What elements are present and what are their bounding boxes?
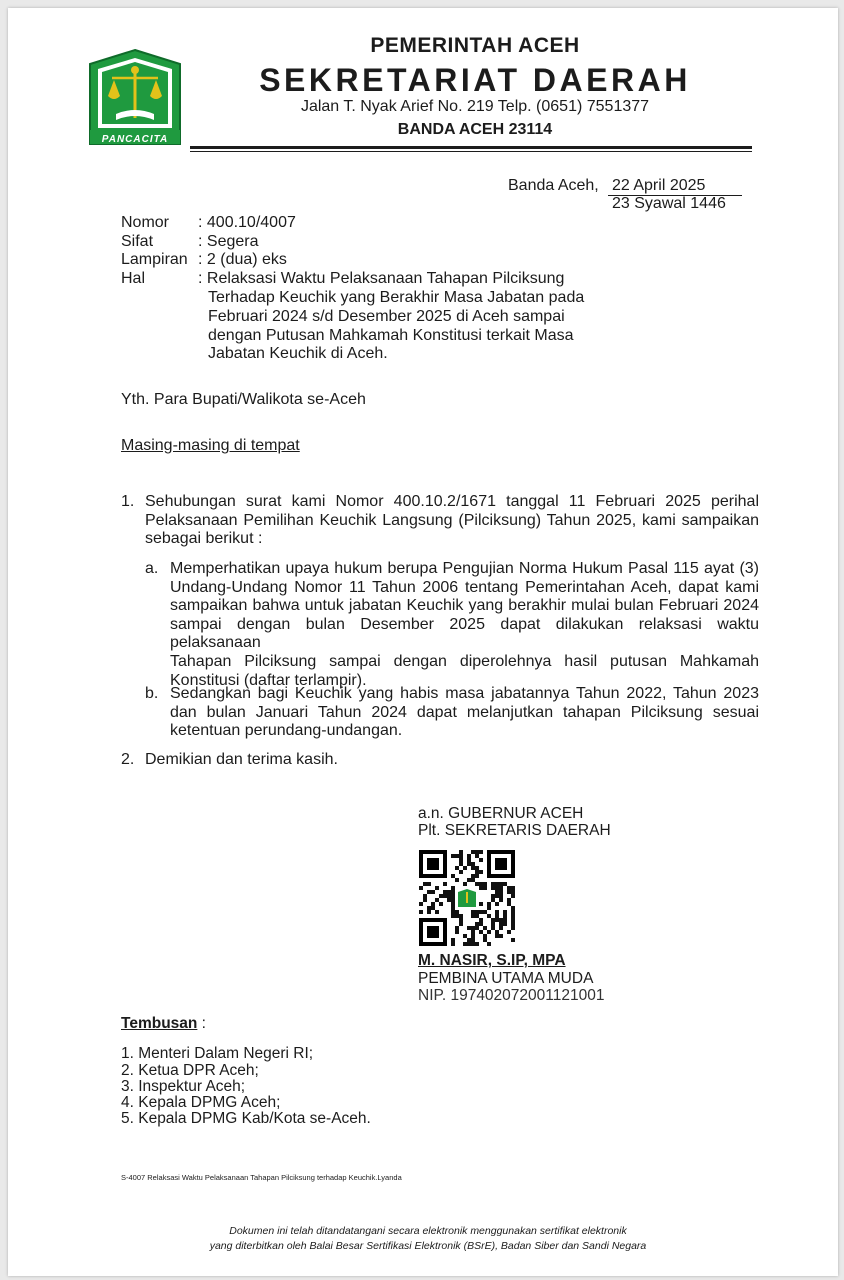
point-1-text [145, 493, 759, 549]
footer-line1: Dokumen ini telah ditandatangani secara elektronik menggunakan sertifikat elektronik [229, 1225, 627, 1237]
footer-line2: yang diterbitkan oleh Balai Besar Sertifikasi Elektronik (BSrE), Badan Siber dan Sandi Negara [209, 1240, 647, 1252]
qr-code-icon[interactable] [419, 850, 515, 946]
body-line: sampai dengan bulan Desember 2025 dapat dilakukan relaksasi waktu pelaksanaan [170, 615, 759, 652]
date-hijri: 23 Syawal 1446 [612, 195, 726, 212]
body-line: ketentuan perundang-undangan. [170, 722, 403, 740]
recipient: Yth. Para Bupati/Walikota se-Aceh [121, 391, 366, 408]
meta-value-sifat: : Segera [198, 233, 259, 250]
signer-name: M. NASIR, S.IP, MPA [418, 952, 566, 969]
file-reference: S-4007 Relaksasi Waktu Pelaksanaan Tahapan Pilciksung terhadap Keuchik.Lyanda [121, 1173, 402, 1182]
logo-label: PANCACITA [101, 134, 169, 145]
subpoint-label: a. [145, 560, 159, 577]
tembusan-item: 3. Inspektur Aceh; [121, 1078, 246, 1095]
date-gregorian: 22 April 2025 [608, 177, 742, 196]
body-line: Sedangkan bagi Keuchik yang habis masa jabatannya Tahun 2022, Tahun 2023 [170, 685, 759, 702]
body-line: Pelaksanaan Pemilihan Keuchik Langsung (Pilciksung) Tahun 2025, kami sampaikan [145, 511, 759, 529]
letterhead-line1: PEMERINTAH ACEH [370, 34, 580, 57]
tembusan-item: 2. Ketua DPR Aceh; [121, 1062, 259, 1079]
meta-label-sifat: Sifat [121, 233, 154, 250]
letterhead-line2: SEKRETARIAT DAERAH [259, 62, 691, 98]
body-line: Undang-Undang Nomor 11 Tahun 2006 tentang Pemerintahan Aceh, dapat kami [170, 578, 759, 596]
tembusan-item: 4. Kepala DPMG Aceh; [121, 1094, 281, 1111]
subject-line: Terhadap Keuchik yang Berakhir Masa Jabatan pada [208, 289, 585, 306]
tembusan-item: 5. Kepala DPMG Kab/Kota se-Aceh. [121, 1110, 371, 1127]
tembusan-colon: : [197, 1015, 206, 1032]
body-line: Konstitusi (daftar terlampir). [170, 671, 367, 689]
body-line: sebagai berikut : [145, 530, 263, 548]
meta-value-nomor: : 400.10/4007 [198, 214, 296, 231]
point-2-text: Demikian dan terima kasih. [145, 751, 338, 768]
subpoint-b-text [170, 685, 759, 741]
signer-rank: PEMBINA UTAMA MUDA [418, 970, 594, 987]
subject-line: Februari 2024 s/d Desember 2025 di Aceh sampai [208, 308, 565, 325]
body-line: dan bulan Januari Tahun 2024 dapat melanjutkan tahapan Pilciksung sesuai [170, 703, 759, 721]
subject-line: Jabatan Keuchik di Aceh. [208, 345, 388, 362]
meta-label-nomor: Nomor [121, 214, 170, 231]
body-line: Memperhatikan upaya hukum berupa Pengujian Norma Hukum Pasal 115 ayat (3) [170, 560, 759, 577]
meta-value-lampiran: : 2 (dua) eks [198, 251, 287, 268]
meta-label-hal: Hal [121, 270, 146, 287]
point-number: 1. [121, 493, 135, 510]
date-place: Banda Aceh, [508, 177, 599, 194]
meta-label-lampiran: Lampiran [121, 251, 188, 268]
place-line: Masing-masing di tempat [121, 437, 300, 454]
subject-line: dengan Putusan Mahkamah Konstitusi terkait Masa [208, 327, 574, 344]
signer-nip: NIP. 197402072001121001 [418, 987, 605, 1004]
point-number: 2. [121, 751, 135, 768]
subpoint-a-text [170, 560, 759, 690]
signature-line2: Plt. SEKRETARIS DAERAH [418, 822, 611, 839]
signature-line1: a.n. GUBERNUR ACEH [418, 805, 584, 822]
tembusan-item: 1. Menteri Dalam Negeri RI; [121, 1045, 314, 1062]
letterhead-city: BANDA ACEH 23114 [397, 121, 553, 138]
body-line: Tahapan Pilciksung sampai dengan diperolehnya hasil putusan Mahkamah [170, 652, 759, 670]
tembusan-heading [121, 1015, 206, 1033]
letterhead-rule-thin [190, 151, 752, 152]
letterhead-rule-thick [190, 146, 752, 149]
body-line: Sehubungan surat kami Nomor 400.10.2/1671 tanggal 11 Februari 2025 perihal [145, 493, 759, 510]
letterhead-address: Jalan T. Nyak Arief No. 219 Telp. (0651) 7551377 [300, 98, 650, 115]
subpoint-label: b. [145, 685, 159, 702]
body-line: sampaikan bahwa untuk jabatan Keuchik yang berakhir mulai bulan Februari 2024 [170, 597, 759, 615]
meta-value-hal: : Relaksasi Waktu Pelaksanaan Tahapan Pilciksung [198, 270, 565, 287]
tembusan-title: Tembusan [121, 1015, 198, 1032]
